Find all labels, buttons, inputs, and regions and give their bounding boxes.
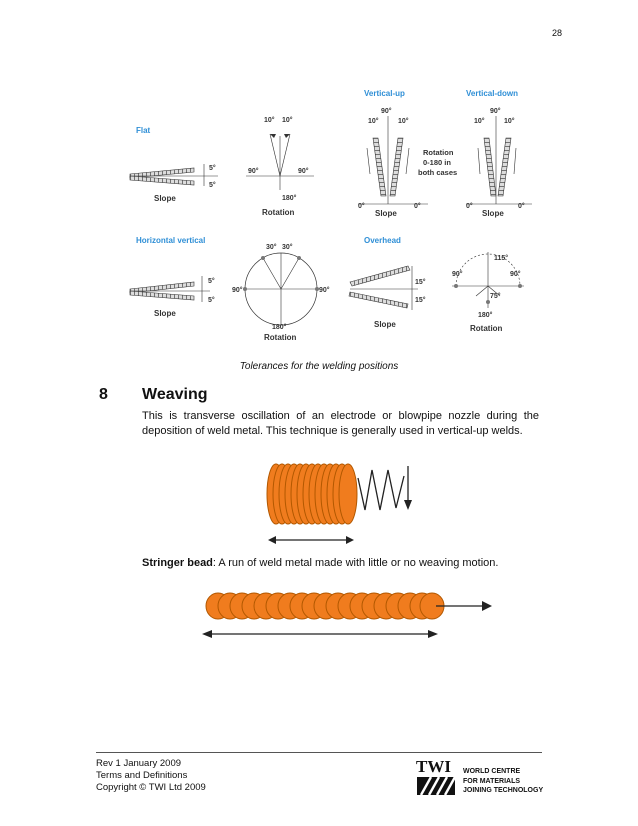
hv-rot-bottom: 180° xyxy=(272,324,287,331)
footer-copyright: Copyright © TWI Ltd 2009 xyxy=(96,782,206,793)
stringer-bead-illustration xyxy=(200,588,500,644)
overhead-rot-top: 115° xyxy=(494,255,509,262)
stringer-bead-definition xyxy=(142,557,542,569)
welding-positions-figure xyxy=(118,86,538,356)
weave-zigzag xyxy=(358,470,404,510)
vertical-down-left-tick: 10° xyxy=(474,118,485,125)
overhead-electrodes xyxy=(349,266,418,310)
hv-rot-label: Rotation xyxy=(264,333,297,342)
section-title: Weaving xyxy=(142,386,208,403)
flat-rot-bottom: 180° xyxy=(282,195,297,202)
hv-rot-left: 90° xyxy=(232,287,243,294)
vertical-up-top: 90° xyxy=(381,108,392,115)
twi-logo-mark xyxy=(417,777,455,795)
hv-angle-bottom: 5° xyxy=(208,297,215,304)
overhead-rot-right: 90° xyxy=(510,271,521,278)
rotation-note-line-2: 0-180 in xyxy=(423,158,451,167)
hv-rotation-diagram xyxy=(243,253,319,325)
vertical-down-electrodes xyxy=(466,116,532,204)
overhead-rot-bottom: 180° xyxy=(478,312,493,319)
vertical-up-electrodes xyxy=(358,116,428,204)
hv-slope-label: Slope xyxy=(154,309,176,318)
hv-title: Horizontal vertical xyxy=(136,236,206,245)
flat-angle-top: 5° xyxy=(209,165,216,172)
overhead-title: Overhead xyxy=(364,236,401,245)
logo-line-2: FOR MATERIALS xyxy=(463,777,521,785)
flat-rot-right: 90° xyxy=(298,168,309,175)
footer-revision: Rev 1 January 2009 xyxy=(96,758,182,769)
overhead-angle-bottom: 15° xyxy=(415,297,426,304)
flat-rot-left-tick: 10° xyxy=(264,117,275,124)
weave-bead xyxy=(267,464,357,524)
hv-rot-right: 90° xyxy=(319,287,330,294)
page-number: 28 xyxy=(551,28,562,38)
stringer-text: : A run of weld metal made with little or no weaving motion. xyxy=(212,557,499,569)
overhead-rot-left: 90° xyxy=(452,271,463,278)
flat-rot-label: Rotation xyxy=(262,208,295,217)
overhead-rot-label: Rotation xyxy=(470,324,503,333)
twi-logo-text xyxy=(463,767,543,796)
flat-electrodes xyxy=(130,164,218,186)
weaving-illustration xyxy=(258,458,428,548)
flat-rot-left: 90° xyxy=(248,168,259,175)
vertical-up-right: 0° xyxy=(414,203,421,210)
vertical-up-slope: Slope xyxy=(375,209,397,218)
footer-divider xyxy=(96,752,542,753)
stringer-bead xyxy=(206,593,444,619)
hv-rot-top-left: 30° xyxy=(266,244,277,251)
vertical-down-top: 90° xyxy=(490,108,501,115)
section-number: 8 xyxy=(99,386,108,403)
rotation-note-line-1: Rotation xyxy=(423,148,454,157)
overhead-slope-label: Slope xyxy=(374,320,396,329)
hv-rot-top-right: 30° xyxy=(282,244,293,251)
logo-line-1: WORLD CENTRE xyxy=(463,768,521,775)
vertical-down-left: 0° xyxy=(466,203,473,210)
flat-rot-right-tick: 10° xyxy=(282,117,293,124)
vertical-up-left-tick: 10° xyxy=(368,118,379,125)
figure-caption: Tolerances for the welding positions xyxy=(239,361,399,372)
weaving-description: This is transverse oscillation of an electrode or blowpipe nozzle during the deposition of weld metal. This technique is generally used in vertical-up welds. xyxy=(142,410,539,437)
vertical-down-right-tick: 10° xyxy=(504,118,515,125)
hv-angle-top: 5° xyxy=(208,278,215,285)
vertical-down-title: Vertical-down xyxy=(466,89,519,98)
flat-rotation-diagram xyxy=(246,134,314,190)
vertical-up-title: Vertical-up xyxy=(364,89,405,98)
footer-document-title: Terms and Definitions xyxy=(96,770,188,781)
flat-slope-label: Slope xyxy=(154,194,176,203)
stringer-term: Stringer bead xyxy=(142,557,213,569)
flat-angle-bottom: 5° xyxy=(209,182,216,189)
vertical-down-right: 0° xyxy=(518,203,525,210)
overhead-rot-inner: 75° xyxy=(490,293,501,300)
overhead-rotation-diagram xyxy=(452,252,524,308)
vertical-down-slope: Slope xyxy=(482,209,504,218)
vertical-up-left: 0° xyxy=(358,203,365,210)
vertical-up-right-tick: 10° xyxy=(398,118,409,125)
twi-logo-letters: TWI xyxy=(416,757,451,776)
footer-info xyxy=(96,758,206,794)
twi-logo xyxy=(415,755,459,797)
logo-line-3: JOINING TECHNOLOGY xyxy=(463,787,544,794)
hv-electrodes xyxy=(130,276,210,302)
flat-title: Flat xyxy=(136,126,151,135)
rotation-note-line-3: both cases xyxy=(418,168,458,177)
overhead-angle-top: 15° xyxy=(415,279,426,286)
